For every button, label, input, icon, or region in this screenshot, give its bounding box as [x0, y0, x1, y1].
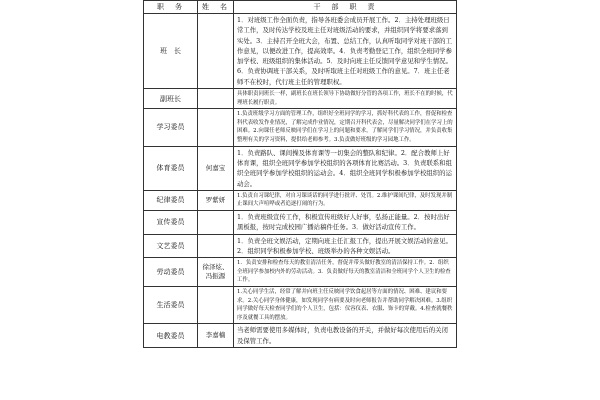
role-cell: 纪律委员: [144, 190, 198, 210]
table-row: [144, 14, 457, 89]
duty-cell: 具体职责同班长一样，副班长在班长领导下协助做好分管的各项工作，班长不在的时候，代理班长履行职责。: [234, 89, 457, 109]
duty-cell: 1.负责班级学习方面的管理工作，组织好全班同学的学习，抓好科代表的工作，督促和检查科代表收发作业情况，了解完成作业情况，定期召开科代表会，尽量解决同学们在学习上的困难。2.向课任老师反映同学们在学习上的问题和要求，了解同学们学习情况，并负责收集整理有关的学习资料，提供给老师参考。3.负责做好班级的学习园地工作。: [234, 109, 457, 146]
name-cell: [198, 234, 234, 258]
name-cell: [198, 211, 234, 235]
name-cell: 李嘉楠: [198, 324, 234, 348]
name-cell: [198, 89, 234, 109]
duty-cell: 1．负责安排和检查每天的教室清洁任务，督促并带头做好教室的清洁保持工作。2．组织全班同学参加校内外的劳动活动。3．负责做好每天的教室清洁和全班同学个人卫生的检查工作。: [234, 258, 457, 287]
header-role: 职 务: [144, 1, 198, 14]
duty-cell: 当老师需要使用多媒体时，负责电教设备的开关，并做好每次使用后的关闭及保管工作。: [234, 324, 457, 348]
duty-table: [143, 0, 457, 348]
name-cell: 罗紫妍: [198, 190, 234, 210]
duty-cell: 1．负责路队、课间操及体育课等一切集会的整队和纪律。2．配合教师上好体育课，组织全班同学参加学校组织的各项体育比赛活动。3．负责联系和组织全班同学参加学校组织的运动会。4．组织全班同学积极参加学校组织的运动会。: [234, 146, 457, 190]
role-cell: 劳动委员: [144, 258, 198, 287]
table-row: [144, 109, 457, 146]
role-cell: 电教委员: [144, 324, 198, 348]
duty-cell: 1．负责全班文娱活动，定期向班主任汇报工作，提出开展文娱活动的意见。2．组织同学积极参加学校、班级举办的各种文娱活动。: [234, 234, 457, 258]
name-cell: [198, 14, 234, 89]
table-row: [144, 324, 457, 348]
duty-cell: 1.负责自习课纪律，对自习课谈话的同学进行批评、处罚。2.维护课间纪律，及时发现并制止课间大声喧哗或者追逐打闹的行为。: [234, 190, 457, 210]
header-row: [144, 1, 457, 14]
duty-cell: 1.关心同学生活，经常了解并向班主任反映同学饮食起居等方面的情况、困难、建议和要求。2.关心同学身体健康，如发现同学有病要及时向老师报告并帮助同学解决困难。3.组织同学做好每天检查同学们的个人卫生，包括：仪容仪表、衣服、饰卡的穿戴。4.检查就餐秩序及就餐工具的摆放。: [234, 286, 457, 323]
role-cell: 班 长: [144, 14, 198, 89]
header-name: 姓 名: [198, 1, 234, 14]
duty-document: [143, 0, 457, 400]
name-cell: [198, 109, 234, 146]
header-duties: 干 部 职 责: [234, 1, 457, 14]
role-cell: 宣传委员: [144, 211, 198, 235]
table-row: [144, 258, 457, 287]
role-cell: 文艺委员: [144, 234, 198, 258]
table-row: [144, 211, 457, 235]
name-cell: 何嘉宝: [198, 146, 234, 190]
table-row: [144, 146, 457, 190]
role-cell: 体育委员: [144, 146, 198, 190]
name-cell: [198, 286, 234, 323]
role-cell: 学习委员: [144, 109, 198, 146]
role-cell: 生活委员: [144, 286, 198, 323]
table-row: [144, 89, 457, 109]
duty-cell: 1．对班级工作全面负责，指导各班委会成员开展工作。2．主持处理班级日常工作，及时传达学校及班主任对班级活动的要求，并组织同学将要求落到实处。3．主持召开全班大会，布置、总结工作，认真听取同学对班干部的工作意见，以便改进工作，提高效率。4．负责考勤登记工作，组织全班同学参加学校、班级组织的集体活动。5．及时向班主任反馈同学意见和学生情况。6．负责协调班干部关系，及时听取班主任对班级工作的意见。7．班主任老师不在校时，代行班主任的管理职权。: [234, 14, 457, 89]
name-cell: 徐泽炫、冯振源: [198, 258, 234, 287]
table-row: [144, 190, 457, 210]
table-row: [144, 286, 457, 323]
table-row: [144, 234, 457, 258]
role-cell: 副班长: [144, 89, 198, 109]
duty-cell: 1．负责班级宣传工作，积极宣传班级好人好事，弘扬正能量。2．按时出好黑板报，按时完成校园广播站稿件任务。3．做好活动宣传工作。: [234, 211, 457, 235]
